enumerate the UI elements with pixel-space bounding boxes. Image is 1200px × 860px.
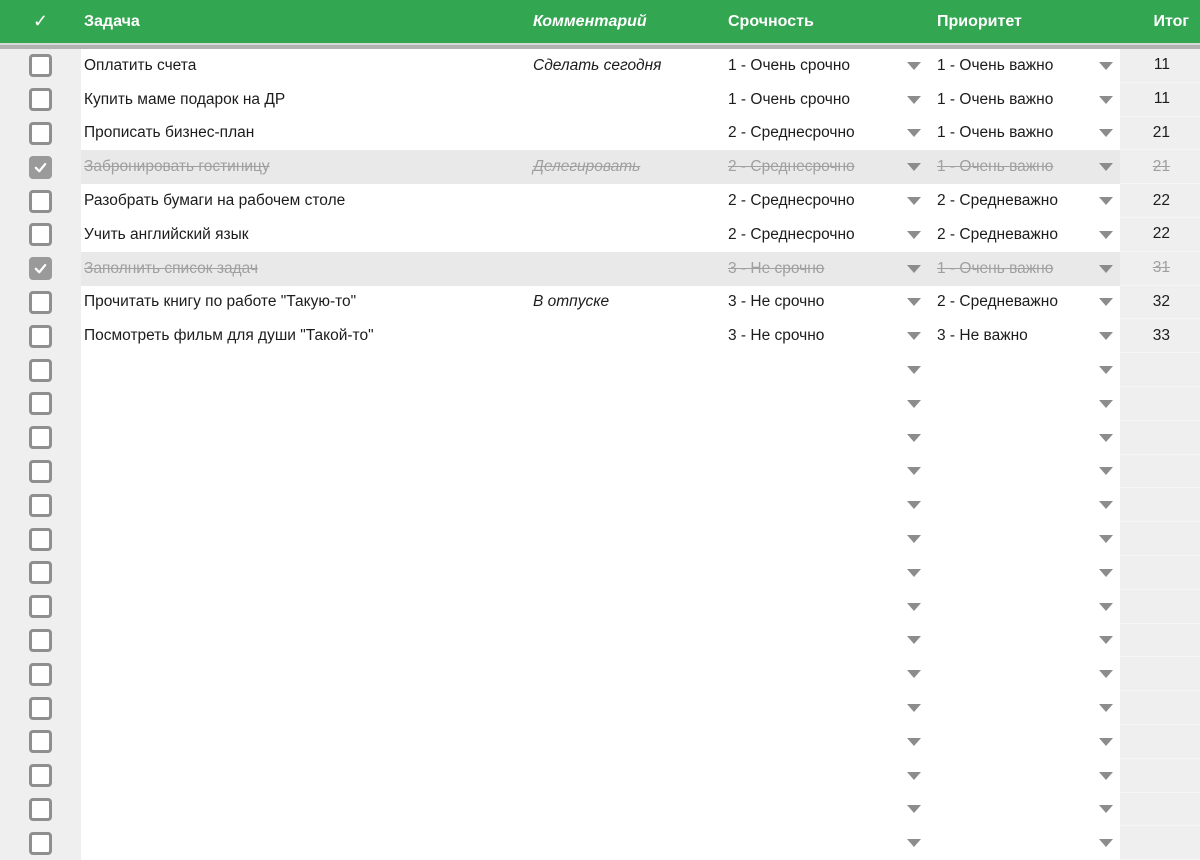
dropdown-arrow-icon[interactable] — [1099, 400, 1113, 408]
checkbox-cell — [0, 455, 81, 489]
row-checkbox[interactable] — [29, 291, 52, 314]
row-checkbox[interactable] — [29, 730, 52, 753]
header-total: Итог — [1153, 12, 1189, 30]
urgency-value: 2 - Среднесрочно — [728, 225, 855, 243]
table-row — [0, 522, 1200, 556]
priority-cell[interactable] — [930, 793, 1120, 827]
dropdown-arrow-icon[interactable] — [1099, 332, 1113, 340]
dropdown-arrow-icon[interactable] — [1099, 501, 1113, 509]
total-value: 32 — [1152, 292, 1170, 310]
table-row — [0, 455, 1200, 489]
urgency-value: 3 - Не срочно — [728, 327, 825, 345]
header-comment: Комментарий — [533, 12, 647, 30]
priority-cell[interactable] — [930, 117, 1120, 151]
priority-cell[interactable] — [930, 624, 1120, 658]
header-urgency: Срочность — [728, 12, 814, 30]
dropdown-arrow-icon[interactable] — [907, 129, 921, 137]
comment-text: В отпуске — [533, 293, 610, 311]
priority-value: 1 - Очень важно — [937, 56, 1054, 74]
urgency-cell[interactable] — [712, 522, 930, 556]
total-value: 22 — [1152, 225, 1170, 243]
checkbox-cell — [0, 286, 81, 320]
comment-cell[interactable] — [529, 387, 712, 421]
priority-cell[interactable] — [930, 522, 1120, 556]
comment-cell[interactable] — [529, 184, 712, 218]
header-task: Задача — [84, 12, 140, 30]
task-cell[interactable] — [81, 691, 529, 725]
task-cell[interactable] — [81, 319, 529, 353]
urgency-cell[interactable] — [712, 657, 930, 691]
row-checkbox[interactable] — [29, 528, 52, 551]
task-table-body — [0, 49, 1200, 860]
task-cell[interactable] — [81, 793, 529, 827]
checkbox-cell — [0, 826, 81, 860]
total-cell — [1120, 725, 1200, 759]
urgency-cell[interactable] — [712, 691, 930, 725]
urgency-cell[interactable] — [712, 556, 930, 590]
row-checkbox[interactable] — [29, 595, 52, 618]
comment-cell[interactable] — [529, 522, 712, 556]
task-cell[interactable] — [81, 624, 529, 658]
priority-cell[interactable] — [930, 184, 1120, 218]
dropdown-arrow-icon[interactable] — [1099, 670, 1113, 678]
priority-cell[interactable] — [930, 286, 1120, 320]
priority-cell[interactable] — [930, 488, 1120, 522]
urgency-cell[interactable] — [712, 150, 930, 184]
urgency-cell[interactable] — [712, 725, 930, 759]
priority-cell[interactable] — [930, 691, 1120, 725]
task-cell[interactable] — [81, 117, 529, 151]
task-text: Посмотреть фильм для души "Такой-то" — [84, 327, 374, 345]
row-checkbox[interactable] — [29, 561, 52, 584]
comment-cell[interactable] — [529, 117, 712, 151]
row-checkbox[interactable] — [29, 460, 52, 483]
row-checkbox[interactable] — [29, 663, 52, 686]
total-cell — [1120, 455, 1200, 489]
dropdown-arrow-icon[interactable] — [1099, 197, 1113, 205]
comment-text: Сделать сегодня — [533, 56, 662, 74]
checkbox-cell — [0, 49, 81, 83]
urgency-cell[interactable] — [712, 353, 930, 387]
row-checkbox[interactable] — [29, 494, 52, 517]
urgency-cell[interactable] — [712, 759, 930, 793]
table-row — [0, 353, 1200, 387]
row-checkbox[interactable] — [29, 257, 52, 280]
task-cell[interactable] — [81, 286, 529, 320]
dropdown-arrow-icon[interactable] — [907, 704, 921, 712]
dropdown-arrow-icon[interactable] — [1099, 603, 1113, 611]
comment-cell[interactable] — [529, 657, 712, 691]
urgency-cell[interactable] — [712, 387, 930, 421]
row-checkbox[interactable] — [29, 223, 52, 246]
checkbox-cell — [0, 218, 81, 252]
total-cell — [1120, 117, 1200, 151]
priority-cell[interactable] — [930, 556, 1120, 590]
task-cell[interactable] — [81, 488, 529, 522]
dropdown-arrow-icon[interactable] — [1099, 839, 1113, 847]
dropdown-arrow-icon[interactable] — [1099, 636, 1113, 644]
table-row — [0, 49, 1200, 83]
dropdown-arrow-icon[interactable] — [1099, 129, 1113, 137]
comment-cell[interactable] — [529, 725, 712, 759]
task-cell[interactable] — [81, 184, 529, 218]
dropdown-arrow-icon[interactable] — [907, 467, 921, 475]
dropdown-arrow-icon[interactable] — [1099, 738, 1113, 746]
total-cell — [1120, 83, 1200, 117]
task-text: Учить английский язык — [84, 225, 249, 243]
row-checkbox[interactable] — [29, 832, 52, 855]
checkbox-cell — [0, 691, 81, 725]
task-cell[interactable] — [81, 657, 529, 691]
dropdown-arrow-icon[interactable] — [907, 298, 921, 306]
task-cell[interactable] — [81, 252, 529, 286]
task-text: Прописать бизнес-план — [84, 124, 255, 142]
priority-value: 1 - Очень важно — [937, 259, 1054, 277]
row-checkbox[interactable] — [29, 54, 52, 77]
comment-text: Делегировать — [533, 158, 641, 176]
urgency-cell[interactable] — [712, 793, 930, 827]
total-cell — [1120, 488, 1200, 522]
comment-cell[interactable] — [529, 421, 712, 455]
table-row — [0, 590, 1200, 624]
task-cell[interactable] — [81, 455, 529, 489]
dropdown-arrow-icon[interactable] — [907, 332, 921, 340]
table-row — [0, 759, 1200, 793]
task-text: Оплатить счета — [84, 56, 197, 74]
total-value: 21 — [1152, 123, 1170, 141]
total-cell — [1120, 691, 1200, 725]
row-checkbox[interactable] — [29, 764, 52, 787]
urgency-cell[interactable] — [712, 488, 930, 522]
comment-cell[interactable] — [529, 455, 712, 489]
dropdown-arrow-icon[interactable] — [907, 501, 921, 509]
row-checkbox[interactable] — [29, 359, 52, 382]
dropdown-arrow-icon[interactable] — [1099, 366, 1113, 374]
dropdown-arrow-icon[interactable] — [907, 62, 921, 70]
priority-cell[interactable] — [930, 387, 1120, 421]
priority-value: 2 - Средневажно — [937, 225, 1058, 243]
dropdown-arrow-icon[interactable] — [1099, 62, 1113, 70]
row-checkbox[interactable] — [29, 798, 52, 821]
priority-cell[interactable] — [930, 353, 1120, 387]
priority-cell[interactable] — [930, 826, 1120, 860]
dropdown-arrow-icon[interactable] — [907, 96, 921, 104]
urgency-cell[interactable] — [712, 49, 930, 83]
table-row — [0, 725, 1200, 759]
checkbox-cell — [0, 657, 81, 691]
urgency-value: 3 - Не срочно — [728, 293, 825, 311]
dropdown-arrow-icon[interactable] — [1099, 805, 1113, 813]
comment-cell[interactable] — [529, 759, 712, 793]
priority-cell[interactable] — [930, 725, 1120, 759]
header-check-icon: ✓ — [32, 11, 49, 31]
priority-cell[interactable] — [930, 319, 1120, 353]
table-row — [0, 488, 1200, 522]
header-priority: Приоритет — [937, 12, 1022, 30]
table-header — [0, 0, 1200, 43]
table-row — [0, 83, 1200, 117]
total-cell — [1120, 793, 1200, 827]
dropdown-arrow-icon[interactable] — [1099, 96, 1113, 104]
dropdown-arrow-icon[interactable] — [907, 366, 921, 374]
total-value: 22 — [1152, 191, 1170, 209]
total-value: 11 — [1153, 56, 1170, 74]
checkbox-cell — [0, 421, 81, 455]
table-row — [0, 184, 1200, 218]
total-cell — [1120, 387, 1200, 421]
task-text: Заполнить список задач — [84, 259, 258, 277]
comment-cell[interactable] — [529, 826, 712, 860]
dropdown-arrow-icon[interactable] — [1099, 265, 1113, 273]
total-cell — [1120, 556, 1200, 590]
dropdown-arrow-icon[interactable] — [907, 163, 921, 171]
row-checkbox[interactable] — [29, 190, 52, 213]
urgency-cell[interactable] — [712, 83, 930, 117]
dropdown-arrow-icon[interactable] — [907, 772, 921, 780]
total-cell — [1120, 150, 1200, 184]
total-cell — [1120, 759, 1200, 793]
dropdown-arrow-icon[interactable] — [1099, 434, 1113, 442]
dropdown-arrow-icon[interactable] — [1099, 163, 1113, 171]
table-row — [0, 286, 1200, 320]
task-cell[interactable] — [81, 590, 529, 624]
dropdown-arrow-icon[interactable] — [907, 738, 921, 746]
priority-cell[interactable] — [930, 421, 1120, 455]
checkbox-cell — [0, 353, 81, 387]
priority-value: 2 - Средневажно — [937, 293, 1058, 311]
row-checkbox[interactable] — [29, 629, 52, 652]
total-value: 31 — [1152, 259, 1170, 277]
comment-cell[interactable] — [529, 556, 712, 590]
priority-cell[interactable] — [930, 83, 1120, 117]
checkbox-cell — [0, 83, 81, 117]
urgency-cell[interactable] — [712, 590, 930, 624]
urgency-cell[interactable] — [712, 455, 930, 489]
urgency-cell[interactable] — [712, 421, 930, 455]
table-row — [0, 387, 1200, 421]
comment-cell[interactable] — [529, 286, 712, 320]
checkbox-cell — [0, 387, 81, 421]
dropdown-arrow-icon[interactable] — [907, 670, 921, 678]
comment-cell[interactable] — [529, 218, 712, 252]
comment-cell[interactable] — [529, 353, 712, 387]
total-value: 11 — [1153, 90, 1170, 108]
dropdown-arrow-icon[interactable] — [907, 231, 921, 239]
task-cell[interactable] — [81, 522, 529, 556]
total-cell — [1120, 319, 1200, 353]
table-row — [0, 691, 1200, 725]
dropdown-arrow-icon[interactable] — [907, 603, 921, 611]
task-cell[interactable] — [81, 759, 529, 793]
total-cell — [1120, 184, 1200, 218]
total-cell — [1120, 353, 1200, 387]
checkmark-icon — [33, 160, 48, 175]
urgency-cell[interactable] — [712, 218, 930, 252]
urgency-cell[interactable] — [712, 319, 930, 353]
urgency-cell[interactable] — [712, 252, 930, 286]
checkbox-cell — [0, 556, 81, 590]
task-text: Разобрать бумаги на рабочем столе — [84, 192, 346, 210]
table-row — [0, 117, 1200, 151]
dropdown-arrow-icon[interactable] — [907, 265, 921, 273]
urgency-value: 1 - Очень срочно — [728, 56, 850, 74]
row-checkbox[interactable] — [29, 88, 52, 111]
checkbox-cell — [0, 793, 81, 827]
task-cell[interactable] — [81, 353, 529, 387]
urgency-value: 2 - Среднесрочно — [728, 124, 855, 142]
task-cell[interactable] — [81, 556, 529, 590]
comment-cell[interactable] — [529, 793, 712, 827]
total-value: 33 — [1152, 326, 1170, 344]
comment-cell[interactable] — [529, 252, 712, 286]
total-cell — [1120, 522, 1200, 556]
comment-cell[interactable] — [529, 691, 712, 725]
row-checkbox[interactable] — [29, 325, 52, 348]
priority-value: 2 - Средневажно — [937, 192, 1058, 210]
total-cell — [1120, 252, 1200, 286]
row-checkbox[interactable] — [29, 426, 52, 449]
dropdown-arrow-icon[interactable] — [907, 839, 921, 847]
task-cell[interactable] — [81, 83, 529, 117]
task-cell[interactable] — [81, 49, 529, 83]
task-cell[interactable] — [81, 421, 529, 455]
dropdown-arrow-icon[interactable] — [907, 400, 921, 408]
priority-value: 1 - Очень важно — [937, 158, 1054, 176]
urgency-cell[interactable] — [712, 286, 930, 320]
comment-cell[interactable] — [529, 49, 712, 83]
total-cell — [1120, 286, 1200, 320]
checkbox-cell — [0, 252, 81, 286]
checkbox-cell — [0, 624, 81, 658]
dropdown-arrow-icon[interactable] — [1099, 467, 1113, 475]
total-cell — [1120, 657, 1200, 691]
priority-cell[interactable] — [930, 150, 1120, 184]
total-value: 21 — [1152, 157, 1170, 175]
table-row — [0, 556, 1200, 590]
task-cell[interactable] — [81, 150, 529, 184]
dropdown-arrow-icon[interactable] — [1099, 535, 1113, 543]
table-row — [0, 218, 1200, 252]
urgency-cell[interactable] — [712, 826, 930, 860]
task-text: Забронировать гостиницу — [84, 158, 270, 176]
checkbox-cell — [0, 759, 81, 793]
checkbox-cell — [0, 150, 81, 184]
task-cell[interactable] — [81, 387, 529, 421]
comment-cell[interactable] — [529, 624, 712, 658]
priority-cell[interactable] — [930, 252, 1120, 286]
task-cell[interactable] — [81, 218, 529, 252]
table-row — [0, 624, 1200, 658]
comment-cell[interactable] — [529, 319, 712, 353]
dropdown-arrow-icon[interactable] — [1099, 298, 1113, 306]
dropdown-arrow-icon[interactable] — [907, 197, 921, 205]
comment-cell[interactable] — [529, 150, 712, 184]
urgency-value: 2 - Среднесрочно — [728, 192, 855, 210]
task-cell[interactable] — [81, 826, 529, 860]
dropdown-arrow-icon[interactable] — [907, 636, 921, 644]
dropdown-arrow-icon[interactable] — [907, 805, 921, 813]
dropdown-arrow-icon[interactable] — [1099, 772, 1113, 780]
priority-value: 1 - Очень важно — [937, 90, 1054, 108]
priority-cell[interactable] — [930, 455, 1120, 489]
checkbox-cell — [0, 590, 81, 624]
priority-cell[interactable] — [930, 590, 1120, 624]
comment-cell[interactable] — [529, 83, 712, 117]
row-checkbox[interactable] — [29, 697, 52, 720]
total-cell — [1120, 49, 1200, 83]
priority-cell[interactable] — [930, 759, 1120, 793]
checkmark-icon — [33, 261, 48, 276]
dropdown-arrow-icon[interactable] — [1099, 231, 1113, 239]
urgency-cell[interactable] — [712, 117, 930, 151]
total-cell — [1120, 218, 1200, 252]
table-row — [0, 150, 1200, 184]
checkbox-cell — [0, 117, 81, 151]
checkbox-cell — [0, 319, 81, 353]
dropdown-arrow-icon[interactable] — [1099, 569, 1113, 577]
priority-value: 1 - Очень важно — [937, 124, 1054, 142]
dropdown-arrow-icon[interactable] — [1099, 704, 1113, 712]
checkbox-cell — [0, 522, 81, 556]
row-checkbox[interactable] — [29, 122, 52, 145]
total-cell — [1120, 624, 1200, 658]
priority-cell[interactable] — [930, 49, 1120, 83]
dropdown-arrow-icon[interactable] — [907, 535, 921, 543]
task-text: Купить маме подарок на ДР — [84, 90, 286, 108]
comment-cell[interactable] — [529, 590, 712, 624]
dropdown-arrow-icon[interactable] — [907, 434, 921, 442]
urgency-cell[interactable] — [712, 624, 930, 658]
checkbox-cell — [0, 725, 81, 759]
checkbox-cell — [0, 184, 81, 218]
urgency-value: 1 - Очень срочно — [728, 90, 850, 108]
row-checkbox[interactable] — [29, 156, 52, 179]
total-cell — [1120, 826, 1200, 860]
table-row — [0, 657, 1200, 691]
urgency-cell[interactable] — [712, 184, 930, 218]
priority-cell[interactable] — [930, 657, 1120, 691]
task-text: Прочитать книгу по работе "Такую-то" — [84, 293, 357, 311]
table-row — [0, 319, 1200, 353]
urgency-value: 3 - Не срочно — [728, 259, 825, 277]
table-row — [0, 252, 1200, 286]
priority-cell[interactable] — [930, 218, 1120, 252]
row-checkbox[interactable] — [29, 392, 52, 415]
checkbox-cell — [0, 488, 81, 522]
table-row — [0, 826, 1200, 860]
total-cell — [1120, 590, 1200, 624]
dropdown-arrow-icon[interactable] — [907, 569, 921, 577]
total-cell — [1120, 421, 1200, 455]
priority-value: 3 - Не важно — [937, 327, 1028, 345]
urgency-value: 2 - Среднесрочно — [728, 158, 855, 176]
task-cell[interactable] — [81, 725, 529, 759]
table-row — [0, 421, 1200, 455]
comment-cell[interactable] — [529, 488, 712, 522]
table-row — [0, 793, 1200, 827]
